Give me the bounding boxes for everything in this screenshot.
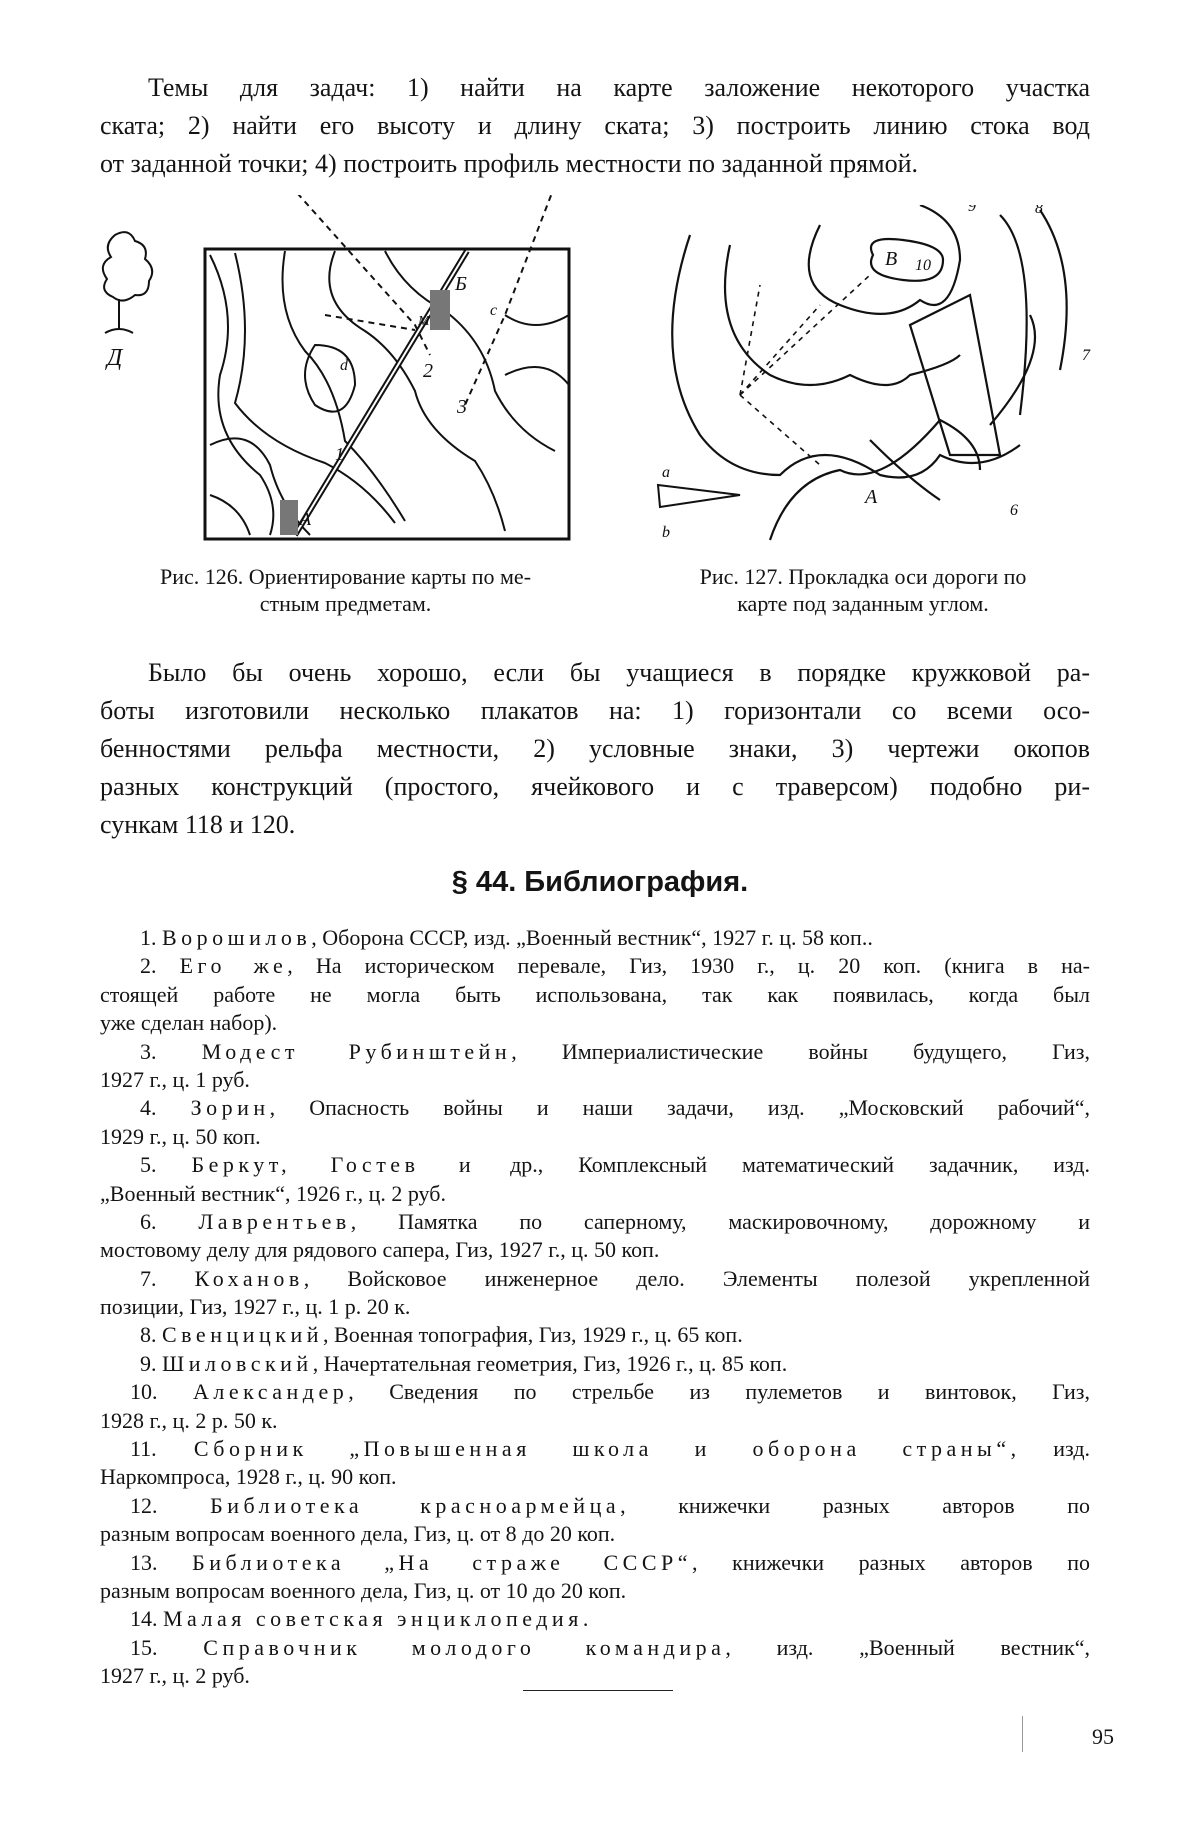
- bibliography-line: позиции, Гиз, 1927 г., ц. 1 р. 20 к.: [100, 1293, 1090, 1321]
- page-number: 95: [1092, 1724, 1114, 1750]
- bibliography-line: [100, 952, 1090, 980]
- contour-label-7: 7: [1082, 347, 1091, 364]
- item-text: , Сведения по стрельбе из пулеметов и винтовок, Гиз,: [348, 1379, 1090, 1404]
- text-line: Темы для задач: 1) найти на карте заложение некоторого участка: [100, 69, 1090, 107]
- bibliography-line: мостовому делу для рядового сапера, Гиз, 1927 г., ц. 50 коп.: [100, 1236, 1090, 1264]
- contour-label-6: 6: [1010, 502, 1018, 519]
- bibliography-line: 1928 г., ц. 2 р. 50 к.: [100, 1407, 1090, 1435]
- bibliography-line: [100, 1549, 1090, 1577]
- item-text: , Начертательная геометрия, Гиз, 1926 г., ц. 85 коп.: [313, 1351, 787, 1376]
- bibliography-item: [100, 1265, 1090, 1322]
- item-author: Беркут, Гостев и: [191, 1152, 475, 1177]
- point-label-a: А: [863, 486, 878, 508]
- bibliography-item: [100, 952, 1090, 1037]
- caption-line: Рис. 127. Прокладка оси дороги по: [632, 563, 1094, 590]
- bibliography-item: [100, 1350, 1090, 1378]
- item-author: Лаврентьев: [198, 1209, 350, 1234]
- bibliography-item: [100, 1151, 1090, 1208]
- item-number: 10.: [130, 1379, 193, 1404]
- item-number: 13.: [130, 1550, 192, 1575]
- item-author: Библиотека красноармейца: [210, 1493, 620, 1518]
- item-number: 5.: [140, 1152, 191, 1177]
- item-number: 7.: [140, 1266, 195, 1291]
- bibliography-line: уже сделан набор).: [100, 1009, 1090, 1037]
- bibliography-item: [100, 1378, 1090, 1435]
- item-number: 1.: [140, 925, 162, 950]
- section-heading: § 44. Библиография.: [0, 866, 1200, 899]
- bibliography-item: [100, 1492, 1090, 1549]
- item-text: , Империалистические войны будущего, Гиз,: [511, 1039, 1090, 1064]
- text-line: от заданной точки; 4) построить профиль местности по заданной прямой.: [100, 145, 1090, 183]
- map-label-b: Б: [454, 273, 467, 295]
- figure-126-map: [85, 195, 615, 555]
- text-line: бенностями рельфа местности, 2) условные знаки, 3) чертежи окопов: [100, 730, 1090, 768]
- figure-127-contours: [630, 205, 1110, 555]
- bibliography-line: [100, 1094, 1090, 1122]
- item-number: 11.: [130, 1436, 194, 1461]
- bibliography-line: 1929 г., ц. 50 коп.: [100, 1123, 1090, 1151]
- bibliography-line: стоящей работе не могла быть использована, так как появилась, когда был: [100, 981, 1090, 1009]
- map-label-m: М: [417, 314, 431, 329]
- bibliography-item: [100, 1094, 1090, 1151]
- item-author: Сборник „Повышенная школа и оборона страны“: [194, 1436, 1011, 1461]
- bibliography-item: [100, 1605, 1090, 1633]
- map-label-a: А: [299, 509, 312, 529]
- contour-label-9: 9: [968, 205, 976, 215]
- bibliography-item: [100, 1634, 1090, 1691]
- caption-line: стным предметам.: [94, 590, 597, 617]
- item-author: Александер: [193, 1379, 348, 1404]
- item-author: Модест Рубинштейн: [202, 1039, 512, 1064]
- item-author: Зорин: [191, 1095, 270, 1120]
- contour-label-v: В: [885, 248, 897, 270]
- item-text: , Оборона СССР, изд. „Военный вестник“, 1927 г. ц. 58 коп..: [311, 925, 873, 950]
- item-number: 14.: [130, 1606, 163, 1631]
- item-number: 3.: [140, 1039, 202, 1064]
- item-number: 6.: [140, 1209, 198, 1234]
- bibliography-line: 1927 г., ц. 1 руб.: [100, 1066, 1090, 1094]
- bibliography-item: [100, 1208, 1090, 1265]
- item-author: Шиловский: [162, 1351, 313, 1376]
- bibliography-line: [100, 1208, 1090, 1236]
- text-line: Было бы очень хорошо, если бы учащиеся в порядке кружковой ра-: [100, 654, 1090, 692]
- bibliography-line: [100, 1321, 1090, 1349]
- item-text: , изд. „Военный вестник“,: [725, 1635, 1090, 1660]
- bibliography-line: [100, 1151, 1090, 1179]
- item-author: Справочник молодого командира: [203, 1635, 725, 1660]
- tree-icon: [103, 232, 152, 333]
- item-text: , изд.: [1011, 1436, 1090, 1461]
- map-label-2: 2: [423, 360, 433, 382]
- bibliography-line: разным вопросам военного дела, Гиз, ц. от 8 до 20 коп.: [100, 1520, 1090, 1548]
- item-text: , Войсковое инженерное дело. Элементы полезой укрепленной: [304, 1266, 1090, 1291]
- bibliography-line: [100, 1634, 1090, 1662]
- item-number: 8.: [140, 1322, 162, 1347]
- bibliography-line: „Военный вестник“, 1926 г., ц. 2 руб.: [100, 1180, 1090, 1208]
- item-author: Малая советская энциклопедия: [163, 1606, 583, 1631]
- bibliography-line: [100, 1350, 1090, 1378]
- item-number: 12.: [130, 1493, 210, 1518]
- item-text: , Памятка по саперному, маскировочному, дорожному и: [351, 1209, 1090, 1234]
- plakaty-paragraph: [100, 654, 1090, 844]
- item-text: , Военная топография, Гиз, 1929 г., ц. 65 коп.: [323, 1322, 743, 1347]
- caption-line: карте под заданным углом.: [632, 590, 1094, 617]
- bibliography-line: 1927 г., ц. 2 руб.: [100, 1662, 1090, 1690]
- item-author: Библиотека „На страже СССР“: [192, 1550, 692, 1575]
- item-number: 15.: [130, 1635, 203, 1660]
- bibliography-item: [100, 1038, 1090, 1095]
- contour-label-10: 10: [915, 257, 931, 274]
- item-text: , книжечки разных авторов по: [692, 1550, 1090, 1575]
- contour-label-8: 8: [1035, 205, 1043, 217]
- bibliography-line: [100, 1038, 1090, 1066]
- text-line: сункам 118 и 120.: [100, 806, 1090, 844]
- intro-paragraph: [100, 69, 1090, 183]
- bibliography-line: Наркомпроса, 1928 г., ц. 90 коп.: [100, 1463, 1090, 1491]
- map-label-1: 1: [335, 444, 344, 464]
- item-author: Его же: [180, 953, 288, 978]
- item-text: др., Комплексный математический задачник, изд.: [475, 1152, 1090, 1177]
- bibliography-line: [100, 1265, 1090, 1293]
- figure-126-caption: [94, 563, 597, 617]
- item-text: , На историческом перевале, Гиз, 1930 г., ц. 20 коп. (книга в на-: [287, 953, 1090, 978]
- text-line: ската; 2) найти его высоту и длину ската; 3) построить линию стока вод: [100, 107, 1090, 145]
- tree-label: Д: [105, 345, 124, 371]
- item-number: 9.: [140, 1351, 162, 1376]
- bibliography-list: [100, 924, 1090, 1691]
- item-number: 2.: [140, 953, 180, 978]
- item-author: Коханов: [195, 1266, 304, 1291]
- bibliography-item: [100, 1435, 1090, 1492]
- bibliography-line: [100, 924, 1090, 952]
- item-author: Ворошилов: [162, 925, 311, 950]
- bibliography-item: [100, 924, 1090, 952]
- item-text: .: [583, 1606, 589, 1631]
- item-text: , Опасность войны и наши задачи, изд. „Московский рабочий“,: [270, 1095, 1090, 1120]
- bibliography-line: [100, 1378, 1090, 1406]
- bibliography-line: [100, 1492, 1090, 1520]
- map-label-d: d: [340, 357, 349, 374]
- bibliography-item: [100, 1321, 1090, 1349]
- item-author: Свенцицкий: [162, 1322, 323, 1347]
- item-text: , книжечки разных авторов по: [620, 1493, 1090, 1518]
- angle-label-a: a: [662, 464, 670, 481]
- angle-label-b: b: [662, 524, 670, 541]
- end-rule: [523, 1690, 673, 1691]
- bibliography-line: [100, 1435, 1090, 1463]
- scan-edge-mark: [1022, 1716, 1023, 1752]
- map-label-c: с: [490, 302, 497, 319]
- map-label-3: 3: [456, 396, 467, 418]
- figure-127-caption: [632, 563, 1094, 617]
- bibliography-item: [100, 1549, 1090, 1606]
- bibliography-line: разным вопросам военного дела, Гиз, ц. от 10 до 20 коп.: [100, 1577, 1090, 1605]
- text-line: боты изготовили несколько плакатов на: 1) горизонтали со всеми осо-: [100, 692, 1090, 730]
- bibliography-line: [100, 1605, 1090, 1633]
- caption-line: Рис. 126. Ориентирование карты по ме-: [94, 563, 597, 590]
- text-line: разных конструкций (простого, ячейкового и с траверсом) подобно ри-: [100, 768, 1090, 806]
- item-number: 4.: [140, 1095, 191, 1120]
